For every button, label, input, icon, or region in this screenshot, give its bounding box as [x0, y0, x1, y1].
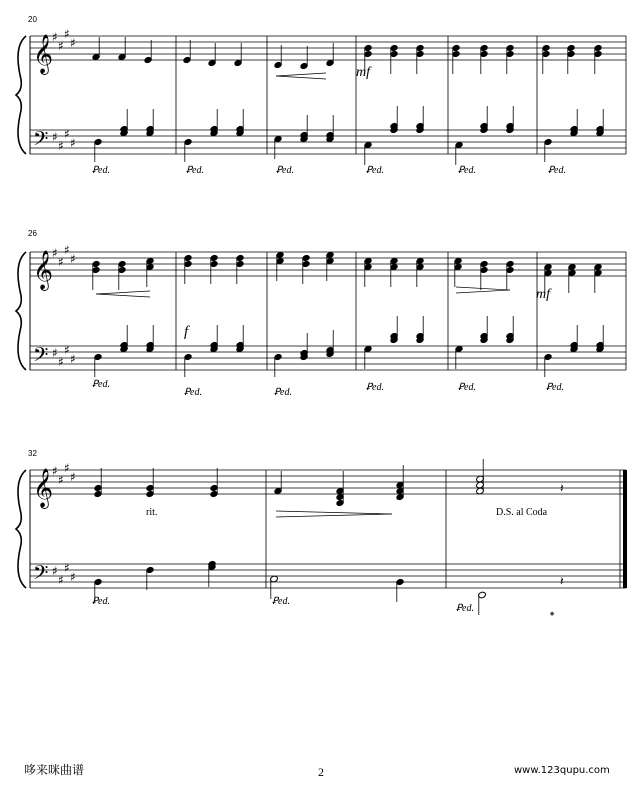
crescendo-hairpin	[276, 73, 326, 76]
sharp-icon: ♯	[52, 246, 58, 260]
page-number: 2	[318, 765, 324, 779]
sharp-icon: ♯	[64, 461, 70, 475]
pedal-mark: Ꝑed.	[92, 379, 110, 390]
rest-icon: 𝄽	[560, 574, 564, 588]
bass-clef-icon: 𝄢	[33, 127, 49, 155]
sharp-icon: ♯	[64, 243, 70, 257]
sharp-icon: ♯	[58, 255, 64, 269]
dynamic-mf: mf	[356, 65, 370, 80]
bass-clef-icon: 𝄢	[33, 561, 49, 589]
pedal-mark: Ꝑed.	[546, 382, 564, 393]
rest-icon: 𝄽	[560, 481, 564, 495]
measure-number-32: 32	[28, 449, 37, 458]
pedal-mark: Ꝑed.	[184, 387, 202, 398]
sharp-icon: ♯	[70, 252, 76, 266]
bass-clef-icon: 𝄢	[33, 343, 49, 371]
sharp-icon: ♯	[58, 39, 64, 53]
dynamic-f: f	[184, 324, 189, 340]
brace-icon	[16, 36, 26, 154]
ds-al-coda-text: D.S. al Coda	[496, 507, 548, 518]
sharp-icon: ♯	[58, 355, 64, 369]
sharp-icon: ♯	[64, 127, 70, 141]
final-barline-thick	[623, 470, 627, 588]
pedal-mark: Ꝑed.	[186, 165, 204, 176]
treble-clef-icon: 𝄞	[33, 468, 54, 508]
measure-number-26: 26	[28, 229, 37, 238]
sharp-icon: ♯	[70, 470, 76, 484]
sharp-icon: ♯	[52, 346, 58, 360]
measure-number-20: 20	[28, 15, 37, 24]
treble-clef-icon: 𝄞	[33, 34, 54, 74]
brace-icon	[16, 470, 26, 588]
pedal-mark: Ꝑed.	[458, 165, 476, 176]
sharp-icon: ♯	[64, 343, 70, 357]
sharp-icon: ♯	[70, 36, 76, 50]
pedal-mark: Ꝑed.	[92, 165, 110, 176]
ritardando-text: rit.	[146, 507, 158, 518]
sharp-icon: ♯	[70, 352, 76, 366]
pedal-mark: Ꝑed.	[548, 165, 566, 176]
sharp-icon: ♯	[52, 564, 58, 578]
crescendo-hairpin	[276, 76, 326, 79]
sharp-icon: ♯	[70, 136, 76, 150]
pedal-mark: Ꝑed.	[366, 165, 384, 176]
sharp-icon: ♯	[64, 27, 70, 41]
brace-icon	[16, 252, 26, 370]
crescendo-hairpin	[96, 294, 150, 297]
sharp-icon: ♯	[70, 570, 76, 584]
pedal-mark: Ꝑed.	[458, 382, 476, 393]
sharp-icon: ♯	[52, 30, 58, 44]
pedal-mark: Ꝑed.	[456, 603, 474, 614]
sharp-icon: ♯	[52, 130, 58, 144]
crescendo-hairpin	[96, 291, 150, 294]
footer-site-name: 哆来咪曲谱	[24, 763, 85, 777]
pedal-mark: Ꝑed.	[276, 165, 294, 176]
coda-icon: 𝄌	[550, 609, 555, 623]
decrescendo-hairpin	[276, 511, 392, 514]
sharp-icon: ♯	[58, 473, 64, 487]
footer-url: www.123qupu.com	[514, 765, 610, 776]
dynamic-mf-2: mf	[536, 287, 550, 302]
decrescendo-hairpin	[456, 287, 510, 290]
sharp-icon: ♯	[58, 139, 64, 153]
decrescendo-hairpin	[276, 514, 392, 517]
pedal-mark: Ꝑed.	[272, 596, 290, 607]
pedal-mark: Ꝑed.	[366, 382, 384, 393]
pedal-mark: Ꝑed.	[92, 596, 110, 607]
pedal-mark: Ꝑed.	[274, 387, 292, 398]
sharp-icon: ♯	[58, 573, 64, 587]
treble-clef-icon: 𝄞	[33, 250, 54, 290]
sharp-icon: ♯	[64, 561, 70, 575]
decrescendo-hairpin	[456, 290, 510, 293]
sharp-icon: ♯	[52, 464, 58, 478]
